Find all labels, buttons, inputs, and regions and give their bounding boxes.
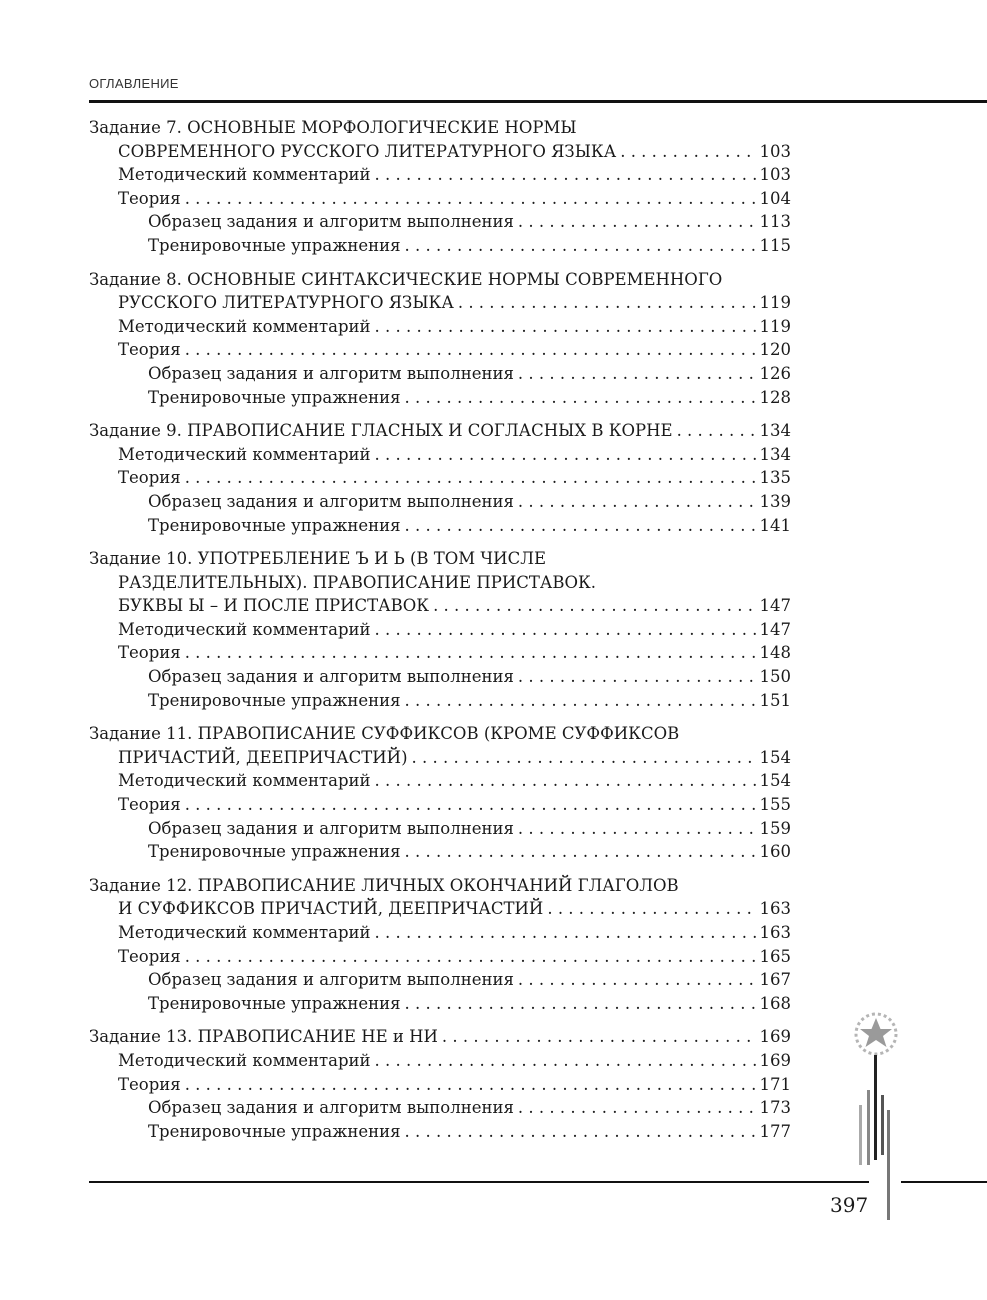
toc-entry[interactable] xyxy=(89,994,791,1018)
toc-entry-label: Теория xyxy=(118,643,181,663)
toc-page-number: 147 xyxy=(759,619,791,639)
toc-entry-label: Образец задания и алгоритм выполнения xyxy=(148,667,514,687)
toc-entry-label: Теория xyxy=(118,188,181,208)
toc-page-number: 134 xyxy=(759,444,791,464)
dot-leader xyxy=(375,620,756,639)
toc-entry-label: Методический комментарий xyxy=(118,1050,371,1070)
toc-entry[interactable] xyxy=(89,842,791,866)
toc-page-number: 154 xyxy=(759,747,791,767)
dot-leader xyxy=(518,492,756,511)
toc-title-line[interactable] xyxy=(89,596,791,620)
toc-title-line[interactable] xyxy=(89,293,791,317)
dot-leader xyxy=(375,445,756,464)
toc-title-line[interactable] xyxy=(89,270,791,294)
bottom-rule xyxy=(89,1181,869,1183)
toc-title-line[interactable] xyxy=(89,142,791,166)
dot-leader xyxy=(405,236,756,255)
toc-title-text: БУКВЫ Ы – И ПОСЛЕ ПРИСТАВОК xyxy=(118,596,430,616)
toc-entry-label: Методический комментарий xyxy=(118,923,371,942)
toc-page-number: 113 xyxy=(759,212,791,232)
dot-leader xyxy=(433,596,755,615)
toc-page-number: 119 xyxy=(759,316,791,336)
toc-entry-label: Методический комментарий xyxy=(118,316,371,336)
toc-entry-label: Теория xyxy=(118,340,181,360)
toc-page-number: 141 xyxy=(759,515,791,535)
toc-entry[interactable] xyxy=(89,667,791,691)
toc-page-number: 115 xyxy=(759,235,791,255)
toc-section xyxy=(89,118,791,260)
table-of-contents xyxy=(89,118,791,1155)
dot-leader xyxy=(518,1098,756,1117)
toc-entry-label: Образец задания и алгоритм выполнения xyxy=(148,818,514,838)
dot-leader xyxy=(185,795,756,814)
dot-leader xyxy=(412,748,756,767)
dot-leader xyxy=(375,923,756,942)
toc-entry[interactable] xyxy=(89,691,791,715)
dot-leader xyxy=(185,1075,756,1094)
page-number: 397 xyxy=(830,1193,869,1217)
toc-entry[interactable] xyxy=(89,643,791,667)
dot-leader xyxy=(405,994,756,1013)
dot-leader xyxy=(185,340,756,359)
toc-title-text: И СУФФИКСОВ ПРИЧАСТИЙ, ДЕЕПРИЧАСТИЙ xyxy=(118,899,544,919)
toc-entry-label: Тренировочные упражнения xyxy=(148,993,401,1013)
top-rule xyxy=(89,100,987,103)
toc-section xyxy=(89,1027,791,1145)
toc-title-line[interactable] xyxy=(89,421,791,445)
toc-entry[interactable] xyxy=(89,516,791,540)
toc-page-number: 169 xyxy=(759,1050,791,1070)
toc-entry-label: Теория xyxy=(118,795,181,815)
toc-entry[interactable] xyxy=(89,947,791,971)
toc-entry-label: Образец задания и алгоритм выполнения xyxy=(148,212,514,232)
toc-entry[interactable] xyxy=(89,364,791,388)
toc-page-number: 165 xyxy=(759,946,791,966)
toc-page-number: 169 xyxy=(759,1027,791,1047)
toc-entry[interactable] xyxy=(89,1051,791,1075)
toc-entry-label: Образец задания и алгоритм выполнения xyxy=(148,1098,514,1118)
toc-title-text: Задание 11. ПРАВОПИСАНИЕ СУФФИКСОВ (КРОМЕ СУФФИКСОВ xyxy=(89,724,680,744)
toc-page-number: 173 xyxy=(759,1098,791,1118)
toc-page-number: 147 xyxy=(759,596,791,616)
toc-entry[interactable] xyxy=(89,388,791,412)
toc-page-number: 168 xyxy=(759,993,791,1013)
toc-title-text: РАЗДЕЛИТЕЛЬНЫХ). ПРАВОПИСАНИЕ ПРИСТАВОК. xyxy=(118,572,597,592)
dot-leader xyxy=(620,142,755,161)
dot-leader xyxy=(185,189,756,208)
toc-entry[interactable] xyxy=(89,819,791,843)
toc-entry[interactable] xyxy=(89,795,791,819)
toc-entry-label: Методический комментарий xyxy=(118,619,371,639)
dot-leader xyxy=(518,364,756,383)
dot-leader xyxy=(405,1122,756,1141)
toc-entry[interactable] xyxy=(89,970,791,994)
toc-entry-label: Методический комментарий xyxy=(118,444,371,464)
toc-entry-label: Методический комментарий xyxy=(118,771,371,791)
dot-leader xyxy=(518,970,756,989)
dot-leader xyxy=(185,643,756,662)
toc-title-line[interactable] xyxy=(89,549,791,573)
dot-leader xyxy=(375,165,756,184)
toc-title-text: Задание 10. УПОТРЕБЛЕНИЕ Ъ И Ь (В ТОМ ЧИСЛЕ xyxy=(89,549,547,569)
toc-title-text: РУССКОГО ЛИТЕРАТУРНОГО ЯЗЫКА xyxy=(118,293,454,313)
dot-leader xyxy=(677,421,756,440)
toc-page-number: 163 xyxy=(759,899,791,919)
toc-page-number: 126 xyxy=(759,363,791,383)
dot-leader xyxy=(547,899,755,918)
toc-title-line[interactable] xyxy=(89,724,791,748)
toc-entry[interactable] xyxy=(89,492,791,516)
toc-entry[interactable] xyxy=(89,620,791,644)
toc-entry[interactable] xyxy=(89,468,791,492)
toc-page-number: 155 xyxy=(759,795,791,815)
dot-leader xyxy=(375,1051,756,1070)
dot-leader xyxy=(185,947,756,966)
star-laurel-emblem-icon xyxy=(846,1010,906,1230)
toc-entry[interactable] xyxy=(89,771,791,795)
toc-page-number: 163 xyxy=(759,923,791,942)
toc-page-number: 128 xyxy=(759,387,791,407)
toc-entry[interactable] xyxy=(89,1122,791,1146)
toc-entry[interactable] xyxy=(89,923,791,947)
toc-entry-label: Тренировочные упражнения xyxy=(148,387,401,407)
toc-entry-label: Тренировочные упражнения xyxy=(148,1121,401,1141)
toc-entry-label: Тренировочные упражнения xyxy=(148,690,401,710)
toc-page-number: 160 xyxy=(759,842,791,862)
toc-page-number: 150 xyxy=(759,667,791,687)
bottom-rule-right xyxy=(901,1181,987,1183)
toc-title-text: Задание 13. ПРАВОПИСАНИЕ НЕ и НИ xyxy=(89,1027,438,1047)
toc-section xyxy=(89,549,791,714)
toc-section xyxy=(89,724,791,866)
toc-entry[interactable] xyxy=(89,1075,791,1099)
toc-page-number: 103 xyxy=(759,165,791,185)
toc-entry-label: Методический комментарий xyxy=(118,165,371,185)
toc-entry-label: Теория xyxy=(118,468,181,488)
toc-entry[interactable] xyxy=(89,340,791,364)
dot-leader xyxy=(375,771,756,790)
dot-leader xyxy=(405,388,756,407)
toc-entry-label: Образец задания и алгоритм выполнения xyxy=(148,491,514,511)
dot-leader xyxy=(458,293,756,312)
toc-title-line[interactable] xyxy=(89,899,791,923)
toc-entry[interactable] xyxy=(89,1098,791,1122)
toc-entry[interactable] xyxy=(89,212,791,236)
toc-entry[interactable] xyxy=(89,236,791,260)
dot-leader xyxy=(518,819,756,838)
dot-leader xyxy=(405,691,756,710)
dot-leader xyxy=(375,317,756,336)
toc-page-number: 177 xyxy=(759,1121,791,1141)
toc-entry[interactable] xyxy=(89,445,791,469)
toc-entry-label: Теория xyxy=(118,946,181,966)
toc-title-text: Задание 9. ПРАВОПИСАНИЕ ГЛАСНЫХ И СОГЛАСНЫХ В КОРНЕ xyxy=(89,421,673,441)
toc-page-number: 154 xyxy=(759,771,791,791)
toc-page-number: 119 xyxy=(759,293,791,313)
running-title: ОГЛАВЛЕНИЕ xyxy=(89,76,179,91)
dot-leader xyxy=(185,468,756,487)
toc-page-number: 159 xyxy=(759,818,791,838)
toc-section xyxy=(89,270,791,412)
toc-page-number: 104 xyxy=(759,188,791,208)
dot-leader xyxy=(405,842,756,861)
toc-page-number: 134 xyxy=(759,421,791,441)
toc-entry[interactable] xyxy=(89,165,791,189)
toc-page-number: 151 xyxy=(759,690,791,710)
dot-leader xyxy=(442,1027,756,1046)
toc-entry[interactable] xyxy=(89,317,791,341)
dot-leader xyxy=(518,667,756,686)
toc-page-number: 148 xyxy=(759,643,791,663)
toc-title-line[interactable] xyxy=(89,876,791,900)
toc-page-number: 103 xyxy=(759,141,791,161)
dot-leader xyxy=(518,212,756,231)
toc-title-line[interactable] xyxy=(89,1027,791,1051)
toc-title-text: Задание 8. ОСНОВНЫЕ СИНТАКСИЧЕСКИЕ НОРМЫ СОВРЕМЕННОГО xyxy=(89,269,723,289)
toc-title-text: ПРИЧАСТИЙ, ДЕЕПРИЧАСТИЙ) xyxy=(118,747,408,767)
dot-leader xyxy=(405,516,756,535)
toc-page-number: 120 xyxy=(759,340,791,360)
toc-section xyxy=(89,421,791,539)
toc-entry-label: Теория xyxy=(118,1074,181,1094)
toc-entry-label: Тренировочные упражнения xyxy=(148,235,401,255)
toc-page-number: 139 xyxy=(759,491,791,511)
toc-title-line[interactable] xyxy=(89,573,791,597)
toc-entry-label: Тренировочные упражнения xyxy=(148,515,401,535)
toc-entry[interactable] xyxy=(89,189,791,213)
toc-title-text: Задание 7. ОСНОВНЫЕ МОРФОЛОГИЧЕСКИЕ НОРМЫ xyxy=(89,118,577,137)
toc-section xyxy=(89,876,791,1018)
toc-page-number: 167 xyxy=(759,970,791,990)
toc-page-number: 135 xyxy=(759,468,791,488)
toc-title-line[interactable] xyxy=(89,118,791,142)
toc-title-line[interactable] xyxy=(89,748,791,772)
toc-entry-label: Образец задания и алгоритм выполнения xyxy=(148,970,514,990)
toc-entry-label: Образец задания и алгоритм выполнения xyxy=(148,363,514,383)
toc-entry-label: Тренировочные упражнения xyxy=(148,842,401,862)
toc-title-text: СОВРЕМЕННОГО РУССКОГО ЛИТЕРАТУРНОГО ЯЗЫКА xyxy=(118,141,617,161)
toc-page-number: 171 xyxy=(759,1074,791,1094)
toc-title-text: Задание 12. ПРАВОПИСАНИЕ ЛИЧНЫХ ОКОНЧАНИЙ ГЛАГОЛОВ xyxy=(89,875,679,895)
